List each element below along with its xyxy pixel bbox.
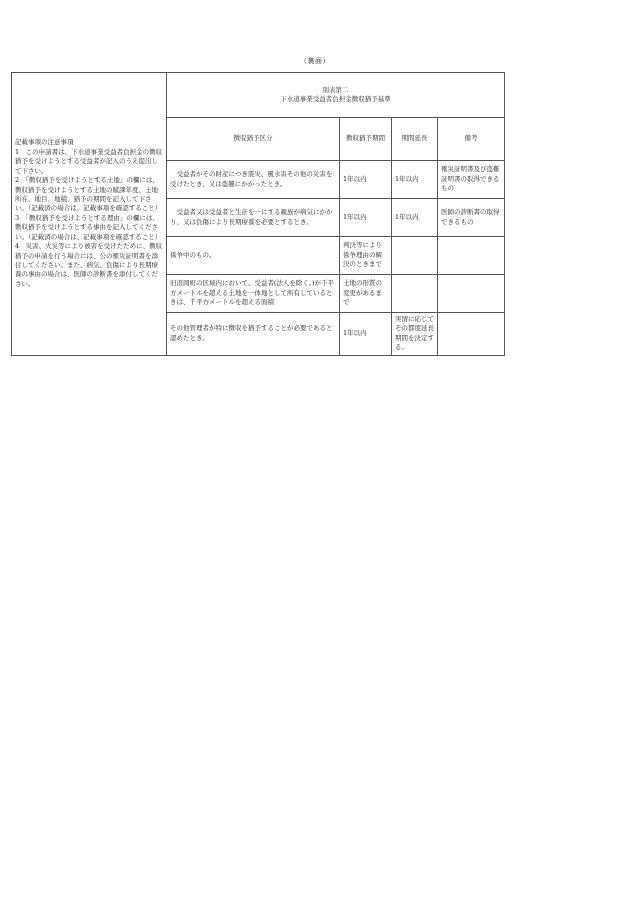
header-period: 徴収猶予期間 [340,118,392,161]
standards-form-table [11,72,505,356]
row-5-remarks [438,313,505,356]
row-1-remarks: 罹災証明書及び盗難証明書の取得できるもの [438,161,505,199]
note-item-3: 3 「徴収猶予を受けようとする理由」の欄には、徴収猶予を受けようとする事由を記入してください。（記載済の場合は、記載事項を確認すること） [15,213,162,241]
row-2-remarks: 医師の診断書の取得できるもの [438,199,505,237]
note-item-1: 1 この申請書は、下水道事業受益者負担金の徴収猶予を受けようとする受益者が記入のうえ提出して下さい。 [15,147,163,175]
row-3-remarks [438,237,505,275]
row-1-period: 1年以内 [340,161,392,199]
row-4-period: 土地の形質の変更があるまで [340,275,392,313]
row-5-period: 1年以内 [340,313,392,356]
header-category: 徴収猶予区分 [167,118,340,161]
row-3-extension [392,237,438,275]
header-extension: 期間延長 [392,118,438,161]
notes-title: 記載事項の注意事項 [15,138,74,147]
row-2-extension: 1年以内 [392,199,438,237]
page-side-label: （裏面） [300,57,330,65]
note-item-4: 4 災害、火災等により被害を受けたために、徴収猶予の申請を行う場合には、公の罹災証明書を添付してください。また、病気、負傷により長期療養の事由の場合は、医師の診断書を添付してください。 [15,242,163,288]
row-3-period: 判決等により係争理由の解決のときまで [340,237,392,275]
row-3-category: 係争中のもの。 [167,237,340,275]
row-4-extension [392,275,438,313]
notes-panel [12,73,167,356]
table-title: 下水道事業受益者負担金徴収猶予基準 [280,95,391,103]
row-2-category: 受益者又は受益者と生計を一にする親族が病気にかかり、又は負傷により長期療養を必要とするとき。 [167,199,340,237]
row-5-category: その他管理者が特に徴収を猶予することが必要であると認めたとき。 [167,313,340,356]
row-1-extension: 1年以内 [392,161,438,199]
row-4-remarks [438,275,505,313]
note-item-2: 2 「徴収猶予を受けようとする土地」の欄には、徴収猶予を受けようとする土地の賦課年度、土地所在、地目、地積、猶予の期間を記入して下さい。（記載済の場合は、記載事項を確認すること） [15,176,162,213]
table-number: 別表第二 [322,85,349,94]
row-2-period: 1年以内 [340,199,392,237]
header-remarks: 備考 [438,118,505,161]
row-5-extension: 実情に応じてその都度延長期間を決定する。 [392,313,438,356]
row-1-category: 受益者がその財産につき震災、風水害その他の災害を受けたとき、又は盗難にかかったとき。 [167,161,340,199]
row-4-category: 旧浪岡町の区域内において、受益者(法人を除く。)が千平方メートルを超える土地を一体地として所有しているときは、千平方メートルを超える面積 [167,275,340,313]
standards-title-cell [167,73,505,118]
